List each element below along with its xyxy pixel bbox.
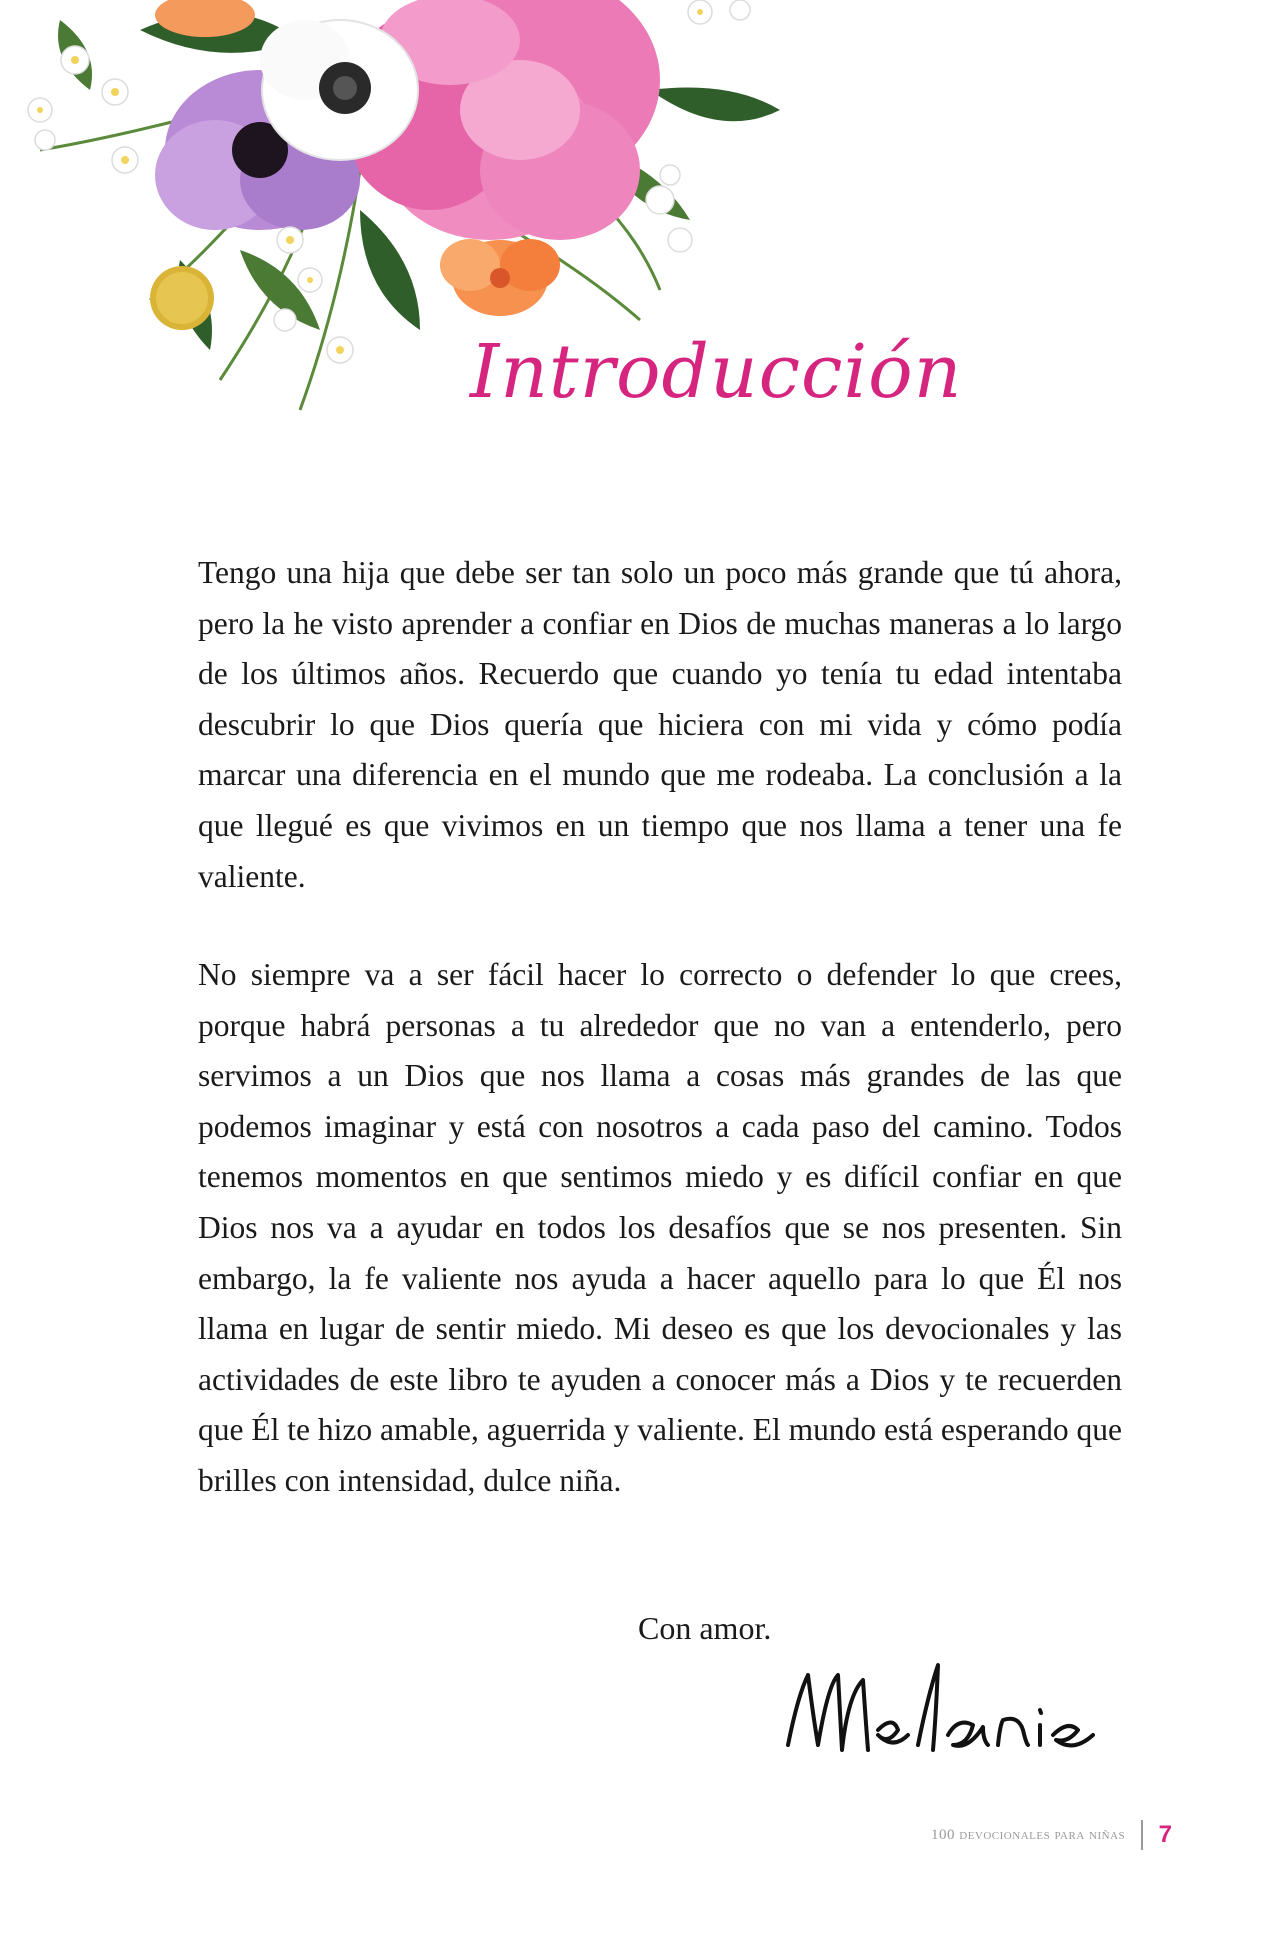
closing-text: Con amor. <box>638 1610 772 1646</box>
page-number: 7 <box>1158 1821 1172 1848</box>
page-title: Introducción <box>470 329 963 415</box>
footer-divider <box>1141 1820 1143 1850</box>
signature-image <box>778 1655 1098 1765</box>
body-paragraph-2: No siempre va a ser fácil hacer lo correcto o defender lo que crees, porque habrá personas a tu alrededor que no van a entenderlo, pero servimos a un Dios que nos llama a cosas más grandes de las que podemos imaginar y está con nosotros a cada paso del camino. Todos tenemos momentos en que sentimos miedo y es difícil confiar en que Dios nos va a ayudar en todos los desafíos que se nos presenten. Sin embargo, la fe valiente nos ayuda a hacer aquello para lo que Él nos llama en lugar de sentir miedo. Mi deseo es que los devocionales y las actividades de este libro te ayuden a conocer más a Dios y te recuerden que Él te hizo amable, aguerrida y valiente. El mundo está esperando que brilles con intensidad, dulce niña. <box>198 957 1122 1498</box>
footer-book-title: 100 devocionales para niñas <box>931 1826 1126 1843</box>
page-footer <box>931 1820 1172 1850</box>
body-paragraph-1: Tengo una hija que debe ser tan solo un poco más grande que tú ahora, pero la he visto aprender a confiar en Dios de muchas maneras a lo largo de los últimos años. Recuerdo que cuando yo tenía tu edad intentaba descubrir lo que Dios quería que hiciera con mi vida y cómo podía marcar una diferencia en el mundo que me rodeaba. La conclusión a la que llegué es que vivimos en un tiempo que nos llama a tener una fe valiente. <box>198 555 1122 894</box>
